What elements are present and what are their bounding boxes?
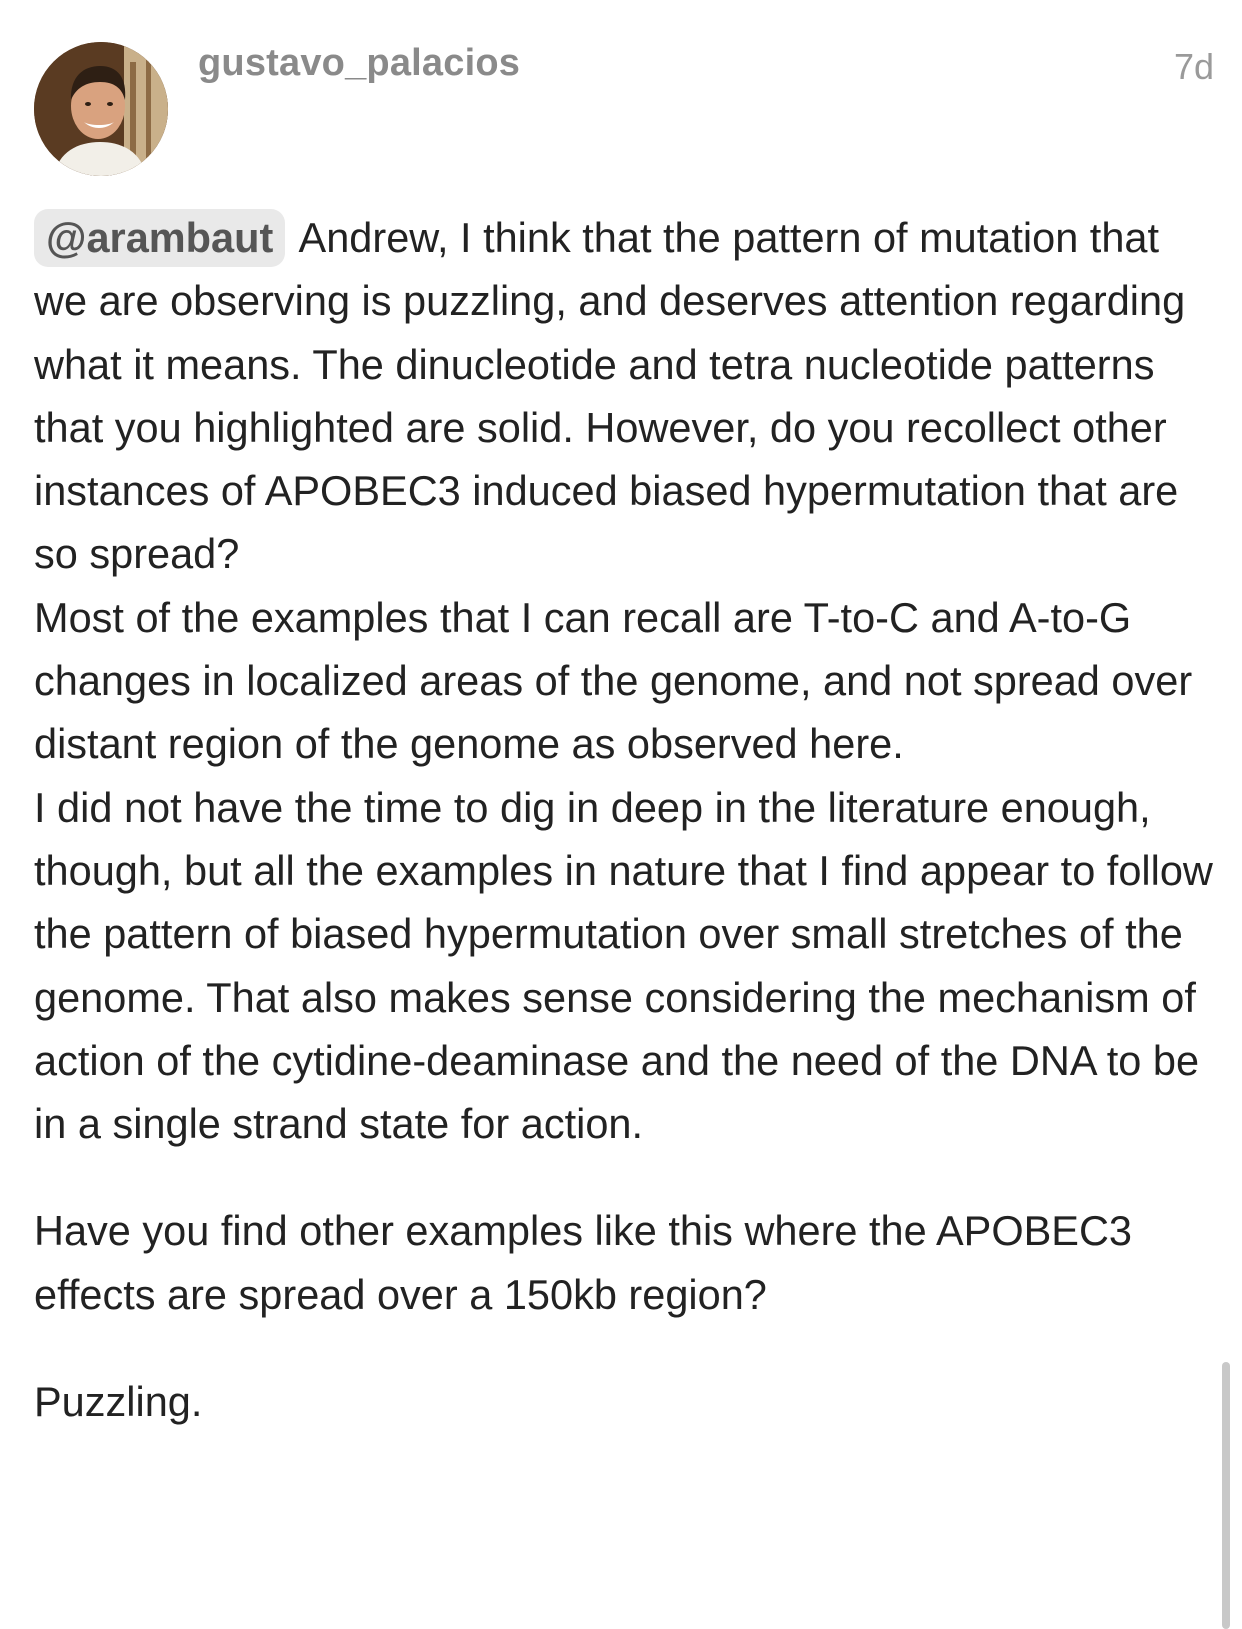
post-age[interactable]: 7d [1173,46,1214,87]
mention-link[interactable]: @arambaut [34,209,285,267]
paragraph-text: Andrew, I think that the pattern of mutation that we are observing is puzzling, and deserves attention regarding what it means. The dinucleotide and tetra nucleotide patterns that you highlighted are solid. However, do you recollect other instances of APOBEC3 induced biased hypermutation that are so spread? [34,214,1186,578]
post-paragraph: Have you find other examples like this where the APOBEC3 effects are spread over a 150kb region? [34,1207,1133,1318]
post-paragraph: Puzzling. [34,1378,203,1426]
post-paragraph: I did not have the time to dig in deep in the literature enough, though, but all the examples in nature that I find appear to follow the pattern of biased hypermutation over small stretches of the genome. That also makes sense considering the mechanism of action of the cytidine-deaminase and the need of the DNA to be in a single strand state for action. [34,783,1213,1148]
author-avatar[interactable] [34,42,168,176]
avatar-photo [34,42,168,176]
scrollbar[interactable] [1222,1362,1230,1629]
post-paragraph: Most of the examples that I can recall are T-to-C and A-to-G changes in localized areas of the genome, and not spread over distant region of the genome as observed here. [34,593,1193,768]
author-username[interactable]: gustavo_palacios [198,42,521,84]
post-body [34,206,1214,1433]
post-paragraph [34,206,1214,586]
